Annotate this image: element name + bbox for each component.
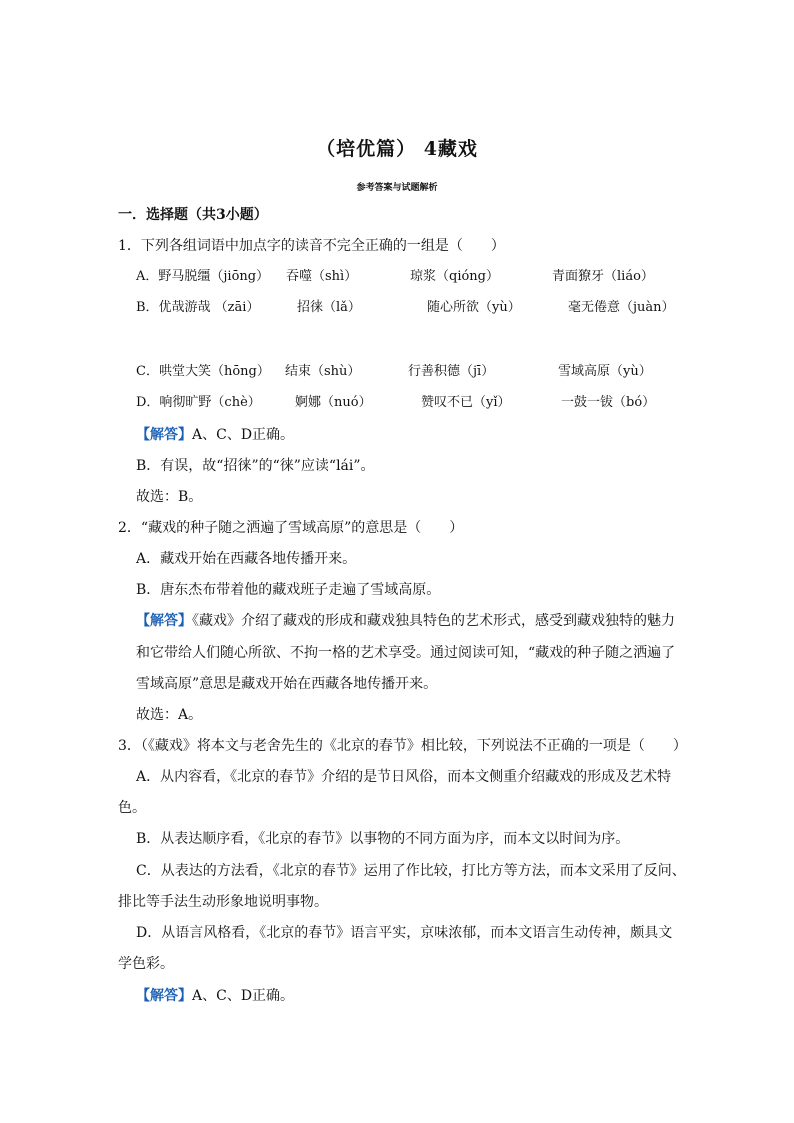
q3-option-c: C．从表达的方法看，《北京的春节》运用了作比较，打比方等方法，而本文采用了反问、 [136,863,686,879]
q1-option-b-1: B．优哉游哉 （zāi） [136,300,260,315]
q1-option-d-1: D．响彻旷野（chè） [136,395,261,410]
q3-option-b: B．从表达顺序看，《北京的春节》以事物的不同方面为序，而本文以时间为序。 [136,831,630,847]
page-title: （培优篇） 4藏戏 [316,138,478,160]
q3-answer [136,987,294,1005]
q1-option-d-2: 婀娜（nuó） [295,395,372,410]
answer-text: A、C、D正确。 [192,427,295,443]
q3-option-d-cont: 学色彩。 [118,956,174,972]
q2-choice: 故选：A。 [136,707,203,723]
q1-option-a-1: A．野马脱缰（jiōng） [136,269,270,284]
q1-analysis: B．有误，故“招徕”的“徕”应读“lái”。 [136,458,375,474]
q1-option-a-3: 琼浆（qióng） [410,269,500,284]
q3-option-a: A．从内容看，《北京的春节》介绍的是节日风俗，而本文侧重介绍藏戏的形成及艺术特 [136,769,672,785]
q1-option-c-4: 雪域高原（yù） [558,364,652,379]
q3-option-d: D．从语言风格看，《北京的春节》语言平实，京味浓郁，而本文语言生动传神，颇具文 [136,925,673,941]
q2-answer-line-3: 雪域高原”意思是藏戏开始在西藏各地传播开来。 [136,676,438,692]
answer-tag: 【解答】 [136,988,192,1004]
q3-option-c-cont: 排比等手法生动形象地说明事物。 [118,894,328,910]
q1-option-c-3: 行善积德（jī） [408,364,495,379]
q1-option-d-3: 赞叹不已（yǐ） [421,395,511,410]
q1-answer [136,426,294,444]
answer-text: 《藏戏》介绍了藏戏的形成和藏戏独具特色的艺术形式，感受到藏戏独特的魅力 [192,613,675,629]
q2-option-b: B．唐东杰布带着他的藏戏班子走遍了雪域高原。 [136,582,441,598]
section-heading: 一．选择题（共3小题） [118,207,268,223]
q1-option-b-3: 随心所欲（yù） [427,300,521,315]
q1-option-c-2: 结束（shù） [285,364,361,379]
q1-option-a-2: 吞噬（shì） [286,269,358,284]
page-subtitle: 参考答案与试题解析 [356,183,438,193]
q3-option-a-cont: 色。 [118,800,146,816]
q1-option-a-4: 青面獠牙（liáo） [552,269,654,284]
q2-option-a: A．藏戏开始在西藏各地传播开来。 [136,551,357,567]
q1-option-b-4: 毫无倦意（juàn） [568,300,675,315]
answer-tag: 【解答】 [136,613,192,629]
question-3-stem: 3．（《藏戏》将本文与老舍先生的《北京的春节》相比较，下列说法不正确的一项是（ ） [118,738,687,754]
question-1-stem: 1．下列各组词语中加点字的读音不完全正确的一组是（ ） [118,238,505,254]
answer-text: A、C、D正确。 [192,988,295,1004]
q1-option-d-4: 一鼓一钹（bó） [561,395,656,410]
answer-tag: 【解答】 [136,427,192,443]
q1-choice: 故选：B。 [136,489,203,505]
q2-answer-line-2: 和它带给人们随心所欲、不拘一格的艺术享受。通过阅读可知，“藏戏的种子随之洒遍了 [136,645,676,661]
q1-option-c-1: C．哄堂大笑（hōng） [136,364,270,379]
question-2-stem: 2．“藏戏的种子随之洒遍了雪域高原”的意思是（ ） [118,520,464,536]
q1-option-b-2: 招徕（lǎ） [297,300,361,315]
q2-answer [136,612,675,630]
